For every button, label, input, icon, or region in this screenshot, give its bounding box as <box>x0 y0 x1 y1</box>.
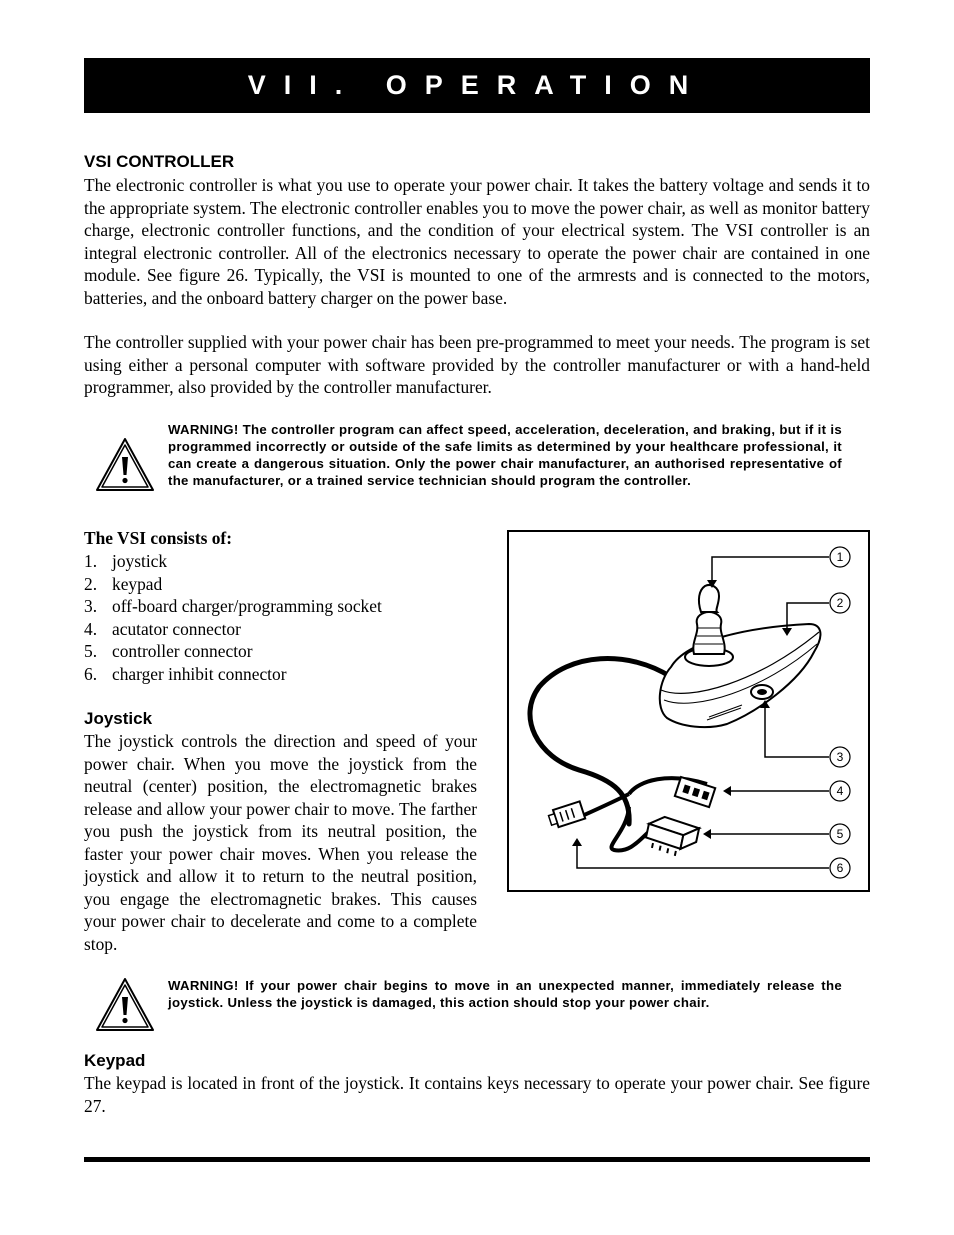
vsi-paragraph-1: The electronic controller is what you use to operate your power chair. It takes the battery voltage and sends it to the appropriate system. The electronic controller enables you to move the power chair, as well as monitor battery charge, electronic controller functions, and the condition of your electrical system. The VSI controller is an integral electronic controller. All of the electronics necessary to operate the power chair are contained in one module. See figure 26. Typically, the VSI is mounted to one of the armrests and is connected to the motors, batteries, and the onboard battery charger on the power base. <box>84 175 870 308</box>
footer-rule <box>84 1157 870 1162</box>
vsi-controller-heading: VSI CONTROLLER <box>84 152 235 171</box>
list-item: 6. charger inhibit connector <box>84 663 287 684</box>
controller-program-warning: WARNING! The controller program can affect speed, acceleration, deceleration, and braking, but if it is programmed incorrectly or outside of the safe limits as determined by your healthcare professional, it can create a dangerous situation. Only the power chair manufacturer, an authorised representative of the manufacturer, or a trained service technician should program the controller. <box>168 422 842 488</box>
vsi-controller-figure <box>507 530 870 892</box>
joystick-heading: Joystick <box>84 709 153 728</box>
callout-1: 1 <box>836 550 844 564</box>
keypad-paragraph: The keypad is located in front of the joystick. It contains keys necessary to operate your power chair. See figure 27. <box>84 1073 870 1116</box>
controller-illustration <box>509 532 868 890</box>
section-title-bar <box>84 58 870 113</box>
callout-5: 5 <box>836 827 844 841</box>
list-item: 1. joystick <box>84 551 168 571</box>
warning-triangle-icon <box>95 437 155 493</box>
joystick-warning: WARNING! If your power chair begins to move in an unexpected manner, immediately release the joystick. Unless the joystick is damaged, this action should stop your power chair. <box>168 978 842 1010</box>
callout-3: 3 <box>836 750 844 764</box>
list-item: 5. controller connector <box>84 641 253 662</box>
warning-triangle-icon <box>95 977 155 1033</box>
joystick-paragraph: The joystick controls the direction and speed of your power chair. When you move the joystick from the neutral (center) position, the electromagnetic brakes release and allow your power chair to move. The farther you push the joystick from its neutral position, the faster your power chair moves. When you release the joystick and allow it to return to the neutral position, you engage the electromagnetic brakes. This causes your power chair to decelerate and come to a complete stop. <box>84 731 477 954</box>
vsi-paragraph-2: The controller supplied with your power chair has been pre-programmed to meet your needs. The program is set using either a personal computer with software provided by the controller manufacturer or with a hand-held programmer, also provided by the controller manufacturer. <box>84 332 870 397</box>
components-list <box>84 550 382 686</box>
list-item: 4. acutator connector <box>84 618 241 639</box>
components-title: The VSI consists of: <box>84 528 233 548</box>
list-item: 2. keypad <box>84 573 163 594</box>
keypad-heading: Keypad <box>84 1051 146 1070</box>
list-item: 3. off-board charger/programming socket <box>84 596 382 617</box>
callout-2: 2 <box>836 596 844 610</box>
callout-4: 4 <box>836 784 844 798</box>
callout-6: 6 <box>836 861 844 875</box>
section-title: VII. OPERATION <box>247 70 707 100</box>
